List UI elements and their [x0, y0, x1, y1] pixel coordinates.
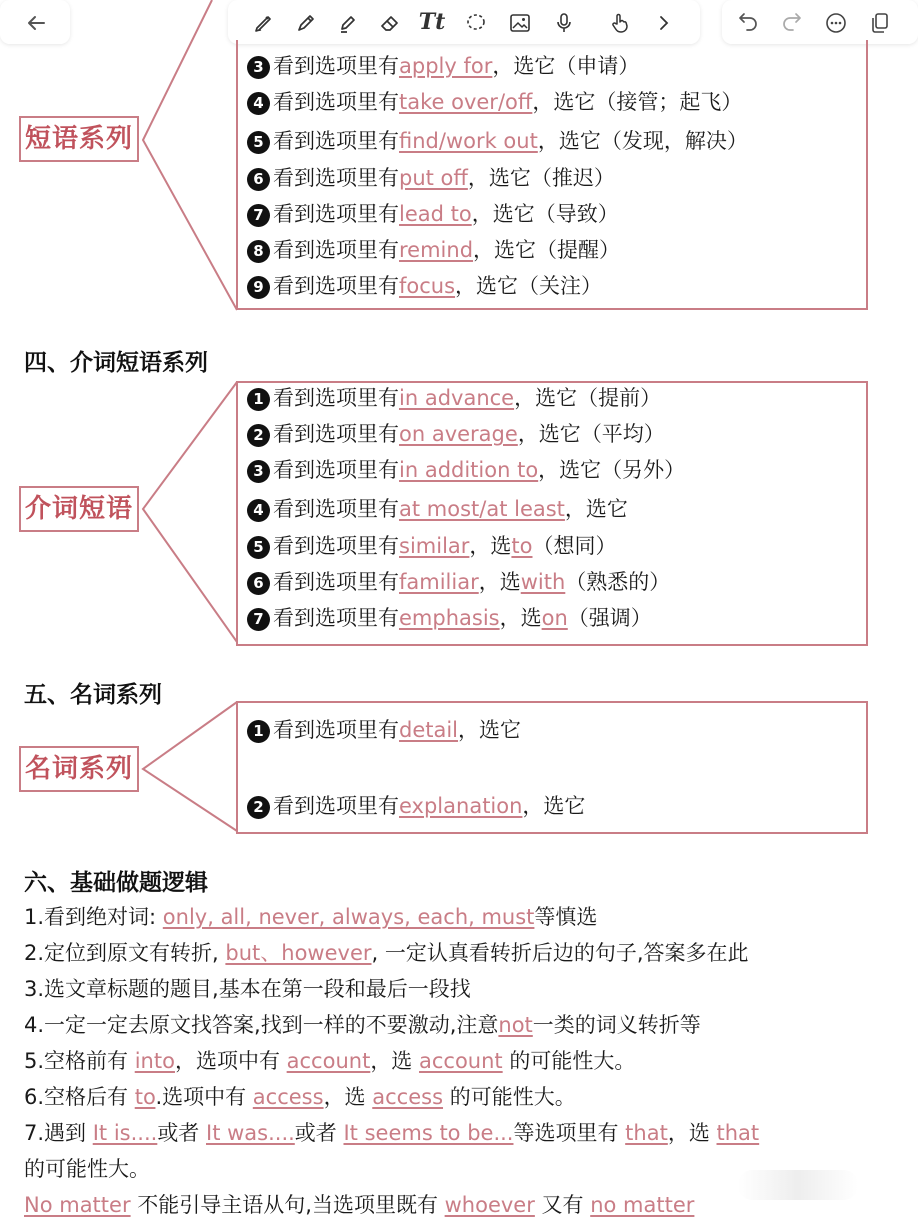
item-text: 看到选项里有 — [273, 570, 399, 594]
keyword: no matter — [590, 1193, 695, 1217]
item-text: 看到选项里有 — [273, 202, 399, 226]
item-text: （另外） — [601, 458, 686, 482]
keyword: access — [252, 1085, 324, 1109]
keyword: detail — [399, 718, 459, 742]
noun-series-label: 名词系列 — [19, 746, 139, 792]
number-badge: 7 — [247, 608, 270, 631]
logic-text: ，选 — [370, 1049, 419, 1073]
list-item — [247, 532, 617, 560]
list-item — [247, 200, 619, 228]
logic-text: 6.空格后有 — [24, 1085, 135, 1109]
keyword: account — [419, 1049, 503, 1073]
number-badge: 9 — [247, 276, 270, 299]
list-item — [247, 272, 602, 300]
logic-line-4 — [24, 1011, 701, 1039]
list-item — [247, 716, 521, 744]
item-text: 看到选项里有 — [273, 458, 399, 482]
item-text: ，选它（导致） — [471, 202, 619, 226]
logic-text: 等慎选 — [534, 905, 598, 929]
logic-text: 的可能性大。 — [24, 1157, 150, 1181]
keyword: at most/at least — [399, 497, 565, 521]
item-text: ，选它（发现，解决） — [537, 129, 748, 153]
keyword: on — [541, 606, 568, 630]
item-text: （熟悉的） — [565, 570, 671, 594]
list-item — [247, 384, 661, 412]
logic-text: 7.遇到 — [24, 1121, 93, 1145]
item-text: （强调） — [567, 606, 652, 630]
number-badge: 6 — [247, 572, 270, 595]
item-text: ，选它 — [517, 422, 581, 446]
logic-text: ，选 — [323, 1085, 373, 1109]
logic-text: 等选项里有 — [513, 1121, 626, 1145]
logic-line-5 — [24, 1047, 635, 1075]
list-item — [247, 88, 742, 116]
keyword: only, all, never, always, each, must — [162, 905, 535, 929]
keyword: into — [134, 1049, 175, 1073]
section4-heading: 四、介词短语系列 — [24, 350, 208, 376]
item-text: ，选 — [478, 570, 521, 594]
logic-line-6 — [24, 1083, 576, 1111]
keyword: on average — [399, 422, 518, 446]
item-text: ，选它 — [538, 458, 602, 482]
keyword: take over/off — [399, 90, 533, 114]
list-item — [247, 792, 585, 820]
logic-text: 的可能性大。 — [502, 1049, 636, 1073]
keyword: It is.... — [92, 1121, 158, 1145]
logic-text: 又有 — [534, 1193, 591, 1217]
logic-text: 1.看到绝对词: — [24, 905, 163, 929]
keyword: apply for — [399, 54, 493, 78]
number-badge: 2 — [247, 424, 270, 447]
item-text: ，选它（申请） — [492, 54, 640, 78]
item-text: 看到选项里有 — [273, 238, 399, 262]
keyword: familiar — [399, 570, 479, 594]
keyword: remind — [399, 238, 474, 262]
section5-heading: 五、名词系列 — [24, 682, 162, 708]
item-text: 看到选项里有 — [273, 166, 399, 190]
item-text: 看到选项里有 — [273, 274, 399, 298]
keyword: focus — [399, 274, 456, 298]
keyword: with — [520, 570, 566, 594]
keyword: put off — [399, 166, 468, 190]
logic-text: , 一定认真看转折后边的句子,答案多在此 — [371, 941, 749, 965]
item-text: 看到选项里有 — [273, 386, 399, 410]
item-text: ，选它（关注） — [455, 274, 603, 298]
item-text: （提前） — [577, 386, 662, 410]
list-item — [247, 568, 670, 596]
keyword: explanation — [399, 794, 523, 818]
keyword: that — [716, 1121, 760, 1145]
item-text: ，选它 — [514, 386, 578, 410]
list-item — [247, 52, 639, 80]
logic-text: 不能引导主语从句,当选项里既有 — [130, 1193, 445, 1217]
list-item — [247, 236, 620, 264]
keyword: find/work out — [399, 129, 538, 153]
item-text: ，选它（提醒） — [473, 238, 621, 262]
phrase-series-label: 短语系列 — [19, 116, 139, 162]
item-text: 看到选项里有 — [273, 497, 399, 521]
item-text: （平均） — [580, 422, 665, 446]
list-item — [247, 127, 748, 155]
logic-line-1 — [24, 903, 597, 931]
number-badge: 1 — [247, 388, 270, 411]
list-item — [247, 456, 685, 484]
list-item — [247, 420, 665, 448]
number-badge: 3 — [247, 56, 270, 79]
keyword: lead to — [399, 202, 472, 226]
logic-line-3 — [24, 975, 471, 1003]
number-badge: 5 — [247, 536, 270, 559]
item-text: ，选它 — [564, 497, 628, 521]
logic-text: 5.空格前有 — [24, 1049, 135, 1073]
item-text: 看到选项里有 — [273, 718, 399, 742]
logic-text: 的可能性大。 — [443, 1085, 576, 1109]
number-badge: 2 — [247, 796, 270, 819]
item-text: ，选它 — [458, 718, 522, 742]
keyword: It seems to be... — [343, 1121, 514, 1145]
item-text: 看到选项里有 — [273, 794, 399, 818]
logic-text: 或者 — [157, 1121, 206, 1145]
list-item — [247, 604, 652, 632]
list-item — [247, 164, 615, 192]
logic-line-7 — [24, 1119, 759, 1147]
number-badge: 8 — [247, 240, 270, 263]
logic-text: 2.定位到原文有转折, — [24, 941, 226, 965]
number-badge: 4 — [247, 92, 270, 115]
list-item — [247, 495, 628, 523]
item-text: ，选它（推迟） — [467, 166, 615, 190]
keyword: It was.... — [206, 1121, 295, 1145]
number-badge: 4 — [247, 499, 270, 522]
keyword: to — [134, 1085, 156, 1109]
number-badge: 6 — [247, 168, 270, 191]
keyword: that — [625, 1121, 668, 1145]
logic-text: ，选 — [667, 1121, 717, 1145]
keyword: emphasis — [399, 606, 500, 630]
item-text: ，选 — [469, 534, 512, 558]
watermark — [738, 1170, 858, 1200]
logic-text: ，选项中有 — [174, 1049, 287, 1073]
logic-line-8 — [24, 1191, 694, 1219]
section6-heading: 六、基础做题逻辑 — [24, 870, 208, 896]
item-text: 看到选项里有 — [273, 90, 399, 114]
item-text: ，选它 — [522, 794, 586, 818]
logic-text: 4.一定一定去原文找答案,找到一样的不要激动,注意 — [24, 1013, 499, 1037]
keyword: but、however — [225, 941, 372, 965]
logic-text: 3.选文章标题的题目,基本在第一段和最后一段找 — [24, 977, 471, 1001]
logic-text: 一类的词义转折等 — [532, 1013, 701, 1037]
item-text: ，选它（接管；起飞） — [532, 90, 743, 114]
keyword: in advance — [399, 386, 515, 410]
keyword: in addition to — [399, 458, 539, 482]
keyword: whoever — [444, 1193, 535, 1217]
keyword: to — [511, 534, 533, 558]
number-badge: 1 — [247, 720, 270, 743]
prep-phrase-label: 介词短语 — [19, 486, 139, 532]
number-badge: 3 — [247, 460, 270, 483]
number-badge: 7 — [247, 204, 270, 227]
keyword: access — [372, 1085, 444, 1109]
item-text: 看到选项里有 — [273, 606, 399, 630]
keyword: No matter — [24, 1193, 131, 1217]
item-text: ，选 — [499, 606, 542, 630]
text-icon[interactable]: Tt — [418, 9, 446, 35]
logic-line-2 — [24, 939, 749, 967]
keyword: account — [286, 1049, 371, 1073]
item-text: 看到选项里有 — [273, 422, 399, 446]
logic-line-7b — [24, 1155, 150, 1183]
item-text: 看到选项里有 — [273, 54, 399, 78]
item-text: 看到选项里有 — [273, 129, 399, 153]
keyword: not — [498, 1013, 533, 1037]
item-text: 看到选项里有 — [273, 534, 399, 558]
keyword: similar — [399, 534, 470, 558]
number-badge: 5 — [247, 131, 270, 154]
logic-text: .选项中有 — [155, 1085, 253, 1109]
item-text: （想同） — [532, 534, 617, 558]
logic-text: 或者 — [294, 1121, 344, 1145]
